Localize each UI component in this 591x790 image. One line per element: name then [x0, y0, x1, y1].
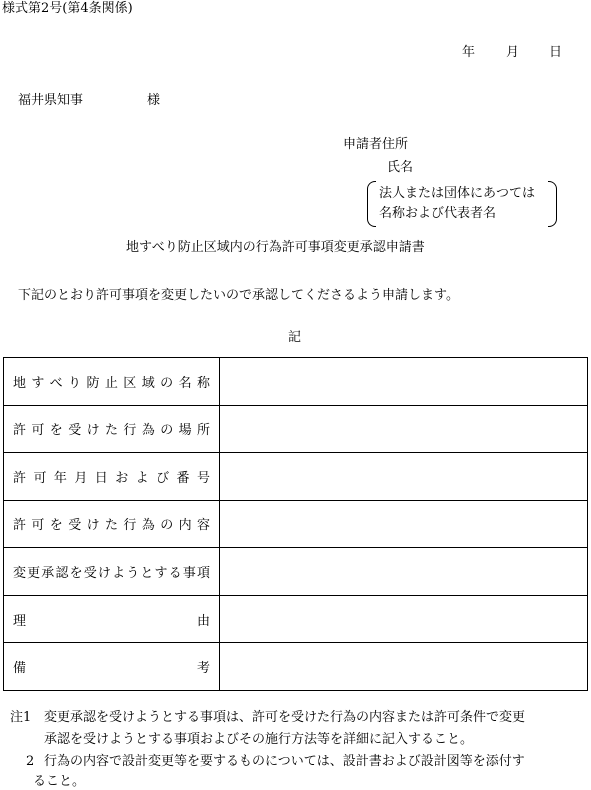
form-number: 様式第2号(第4条関係) — [2, 1, 133, 16]
row-label: 備考 — [4, 643, 220, 691]
right-bracket — [548, 181, 557, 227]
row-label: 地すべり防止区域の名称 — [4, 358, 220, 406]
applicant-name-label: 氏名 — [387, 160, 414, 175]
note1-line1: 変更承認を受けようとする事項は、許可を受けた行為の内容または許可条件で変更 — [44, 710, 526, 725]
date-year-label: 年 — [462, 45, 476, 60]
left-bracket — [367, 181, 376, 227]
note2-label: 2 — [26, 754, 35, 769]
table-row — [4, 548, 588, 596]
table-row — [4, 405, 588, 453]
table-row — [4, 500, 588, 548]
record-label: 記 — [288, 330, 302, 345]
note1-line2: 承認を受けようとする事項およびその施行方法等を詳細に記入すること。 — [44, 732, 474, 747]
corporation-note-line1: 法人または団体にあつては — [379, 186, 536, 201]
table-row — [4, 358, 588, 406]
row-label: 理由 — [4, 595, 220, 643]
row-value-cell[interactable] — [220, 405, 588, 453]
row-value-cell[interactable] — [220, 595, 588, 643]
note2-line1: 行為の内容で設計変更等を要するものについては、設計書および設計図等を添付す — [44, 754, 525, 769]
addressee-honorific: 様 — [147, 93, 161, 108]
row-label: 許可年月日および番号 — [4, 453, 220, 501]
row-value-cell[interactable] — [220, 643, 588, 691]
row-value-cell[interactable] — [220, 453, 588, 501]
row-value-cell[interactable] — [220, 500, 588, 548]
row-value-cell[interactable] — [220, 548, 588, 596]
note2-line2: ること。 — [33, 774, 86, 789]
table-row — [4, 453, 588, 501]
corporation-note — [367, 181, 557, 227]
applicant-address-label: 申請者住所 — [343, 137, 409, 152]
row-label: 変更承認を受けようとする事項 — [4, 548, 220, 596]
addressee-name: 福井県知事 — [18, 93, 84, 108]
row-value-cell[interactable] — [220, 358, 588, 406]
table-row — [4, 595, 588, 643]
table-row — [4, 643, 588, 691]
corporation-note-line2: 名称および代表者名 — [379, 206, 497, 221]
row-label: 許可を受けた行為の内容 — [4, 500, 220, 548]
note1-label: 注1 — [10, 710, 32, 725]
date-month-label: 月 — [506, 45, 520, 60]
body-text: 下記のとおり許可事項を変更したいので承認してくださるよう申請します。 — [18, 288, 459, 303]
document-title: 地すべり防止区域内の行為許可事項変更承認申請書 — [126, 240, 425, 255]
application-table — [3, 357, 588, 691]
row-label: 許可を受けた行為の場所 — [4, 405, 220, 453]
date-day-label: 日 — [549, 45, 563, 60]
